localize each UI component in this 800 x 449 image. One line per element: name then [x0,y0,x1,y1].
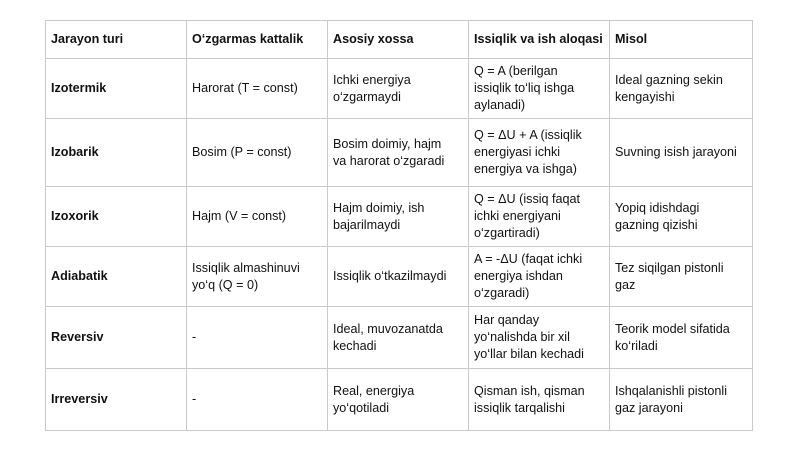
process-table [45,20,753,431]
cell-constant-quantity: - [187,307,328,369]
cell-constant-quantity: Issiqlik almashinuvi yo‘q (Q = 0) [187,247,328,307]
cell-constant-quantity: - [187,369,328,431]
cell-main-property: Real, energiya yo‘qotiladi [328,369,469,431]
cell-heat-work-relation: Q = ΔU + A (issiqlik energiyasi ichki energiya va ishga) [469,119,610,187]
cell-main-property: Ichki energiya o‘zgarmaydi [328,59,469,119]
cell-process-type: Izotermik [46,59,187,119]
cell-example: Teorik model sifatida ko‘riladi [610,307,753,369]
cell-heat-work-relation: Har qanday yo‘nalishda bir xil yo‘llar bilan kechadi [469,307,610,369]
table-row [46,369,753,431]
cell-heat-work-relation: Q = A (berilgan issiqlik to‘liq ishga aylanadi) [469,59,610,119]
cell-main-property: Bosim doimiy, hajm va harorat o‘zgaradi [328,119,469,187]
cell-example: Tez siqilgan pistonli gaz [610,247,753,307]
cell-example: Suvning isish jarayoni [610,119,753,187]
cell-process-type: Reversiv [46,307,187,369]
table-row [46,247,753,307]
header-example: Misol [610,21,753,59]
cell-heat-work-relation: A = -ΔU (faqat ichki energiya ishdan o‘zgaradi) [469,247,610,307]
table-row [46,307,753,369]
cell-process-type: Izobarik [46,119,187,187]
cell-main-property: Hajm doimiy, ish bajarilmaydi [328,187,469,247]
cell-process-type: Irreversiv [46,369,187,431]
header-main-property: Asosiy xossa [328,21,469,59]
header-constant-quantity: O‘zgarmas kattalik [187,21,328,59]
cell-constant-quantity: Bosim (P = const) [187,119,328,187]
cell-example: Ishqalanishli pistonli gaz jarayoni [610,369,753,431]
table-header-row [46,21,753,59]
cell-example: Ideal gazning sekin kengayishi [610,59,753,119]
cell-process-type: Adiabatik [46,247,187,307]
cell-example: Yopiq idishdagi gazning qizishi [610,187,753,247]
header-process-type: Jarayon turi [46,21,187,59]
cell-main-property: Issiqlik o‘tkazilmaydi [328,247,469,307]
cell-heat-work-relation: Q = ΔU (issiq faqat ichki energiyani o‘zgartiradi) [469,187,610,247]
table-row [46,119,753,187]
header-heat-work-relation: Issiqlik va ish aloqasi [469,21,610,59]
cell-process-type: Izoxorik [46,187,187,247]
cell-constant-quantity: Hajm (V = const) [187,187,328,247]
table-row [46,59,753,119]
table-row [46,187,753,247]
cell-main-property: Ideal, muvozanatda kechadi [328,307,469,369]
cell-constant-quantity: Harorat (T = const) [187,59,328,119]
cell-heat-work-relation: Qisman ish, qisman issiqlik tarqalishi [469,369,610,431]
